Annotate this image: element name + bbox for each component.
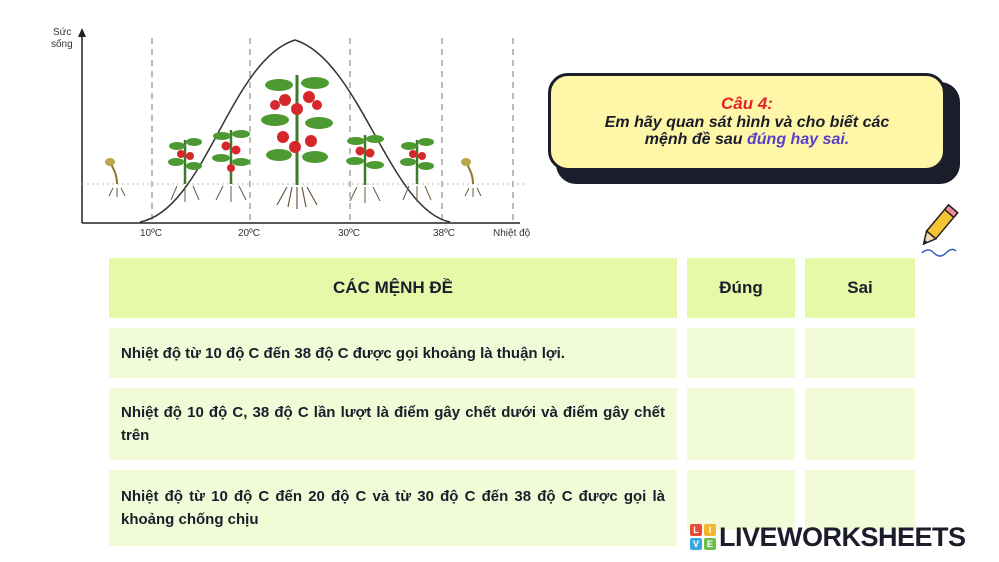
logo-text: LIVEWORKSHEETS <box>719 521 966 552</box>
logo-mark-tile: L <box>690 524 702 536</box>
tick-label: 20ºC <box>238 228 260 239</box>
answer-false-row-2[interactable] <box>805 388 915 460</box>
statement-text: Nhiệt độ từ 10 độ C đến 20 độ C và từ 30 độ C đến 38 độ C được gọi là khoảng chống chịu <box>121 488 665 528</box>
logo-mark-icon <box>690 524 716 550</box>
y-axis-label-2: sống <box>51 39 73 50</box>
tick-label: 38ºC <box>433 228 455 239</box>
answer-false-row-1[interactable] <box>805 328 915 378</box>
pencil-icon <box>912 203 962 261</box>
header-statements-label: CÁC MỆNH ĐỀ <box>333 278 453 297</box>
statement-text: Nhiệt độ 10 độ C, 38 độ C lần lượt là điểm gây chết dưới và điểm gây chết trên <box>121 404 665 444</box>
temperature-tolerance-figure <box>45 20 555 245</box>
question-title: Câu 4: <box>721 94 773 113</box>
answer-true-row-1[interactable] <box>687 328 795 378</box>
question-line-1: Em hãy quan sát hình và cho biết các <box>604 114 890 131</box>
header-true-label: Đúng <box>719 278 763 297</box>
statement-text: Nhiệt độ từ 10 độ C đến 38 độ C được gọi khoảng là thuận lợi. <box>121 344 565 362</box>
x-axis-label: Nhiệt độ <box>493 228 531 239</box>
survival-curve <box>140 40 450 222</box>
statement-row-3 <box>109 470 677 546</box>
y-axis-arrow <box>78 28 86 37</box>
logo-mark-tile: I <box>704 524 716 536</box>
header-false-label: Sai <box>847 278 873 297</box>
y-axis-label: Sức <box>53 27 72 38</box>
statement-row-1 <box>109 328 677 378</box>
tick-label: 30ºC <box>338 228 360 239</box>
question-highlight: đúng hay sai. <box>747 131 850 148</box>
answer-true-row-2[interactable] <box>687 388 795 460</box>
statement-row-2 <box>109 388 677 460</box>
question-line-2: mệnh đề sau <box>644 131 747 148</box>
header-false <box>805 258 915 318</box>
logo-mark-tile: E <box>704 538 716 550</box>
tick-label: 10ºC <box>140 228 162 239</box>
question-card <box>548 73 946 171</box>
plant-icons <box>105 75 481 209</box>
question-body <box>551 114 943 148</box>
header-true <box>687 258 795 318</box>
logo-mark-tile: V <box>690 538 702 550</box>
liveworksheets-logo[interactable] <box>690 522 966 552</box>
header-statements <box>109 258 677 318</box>
